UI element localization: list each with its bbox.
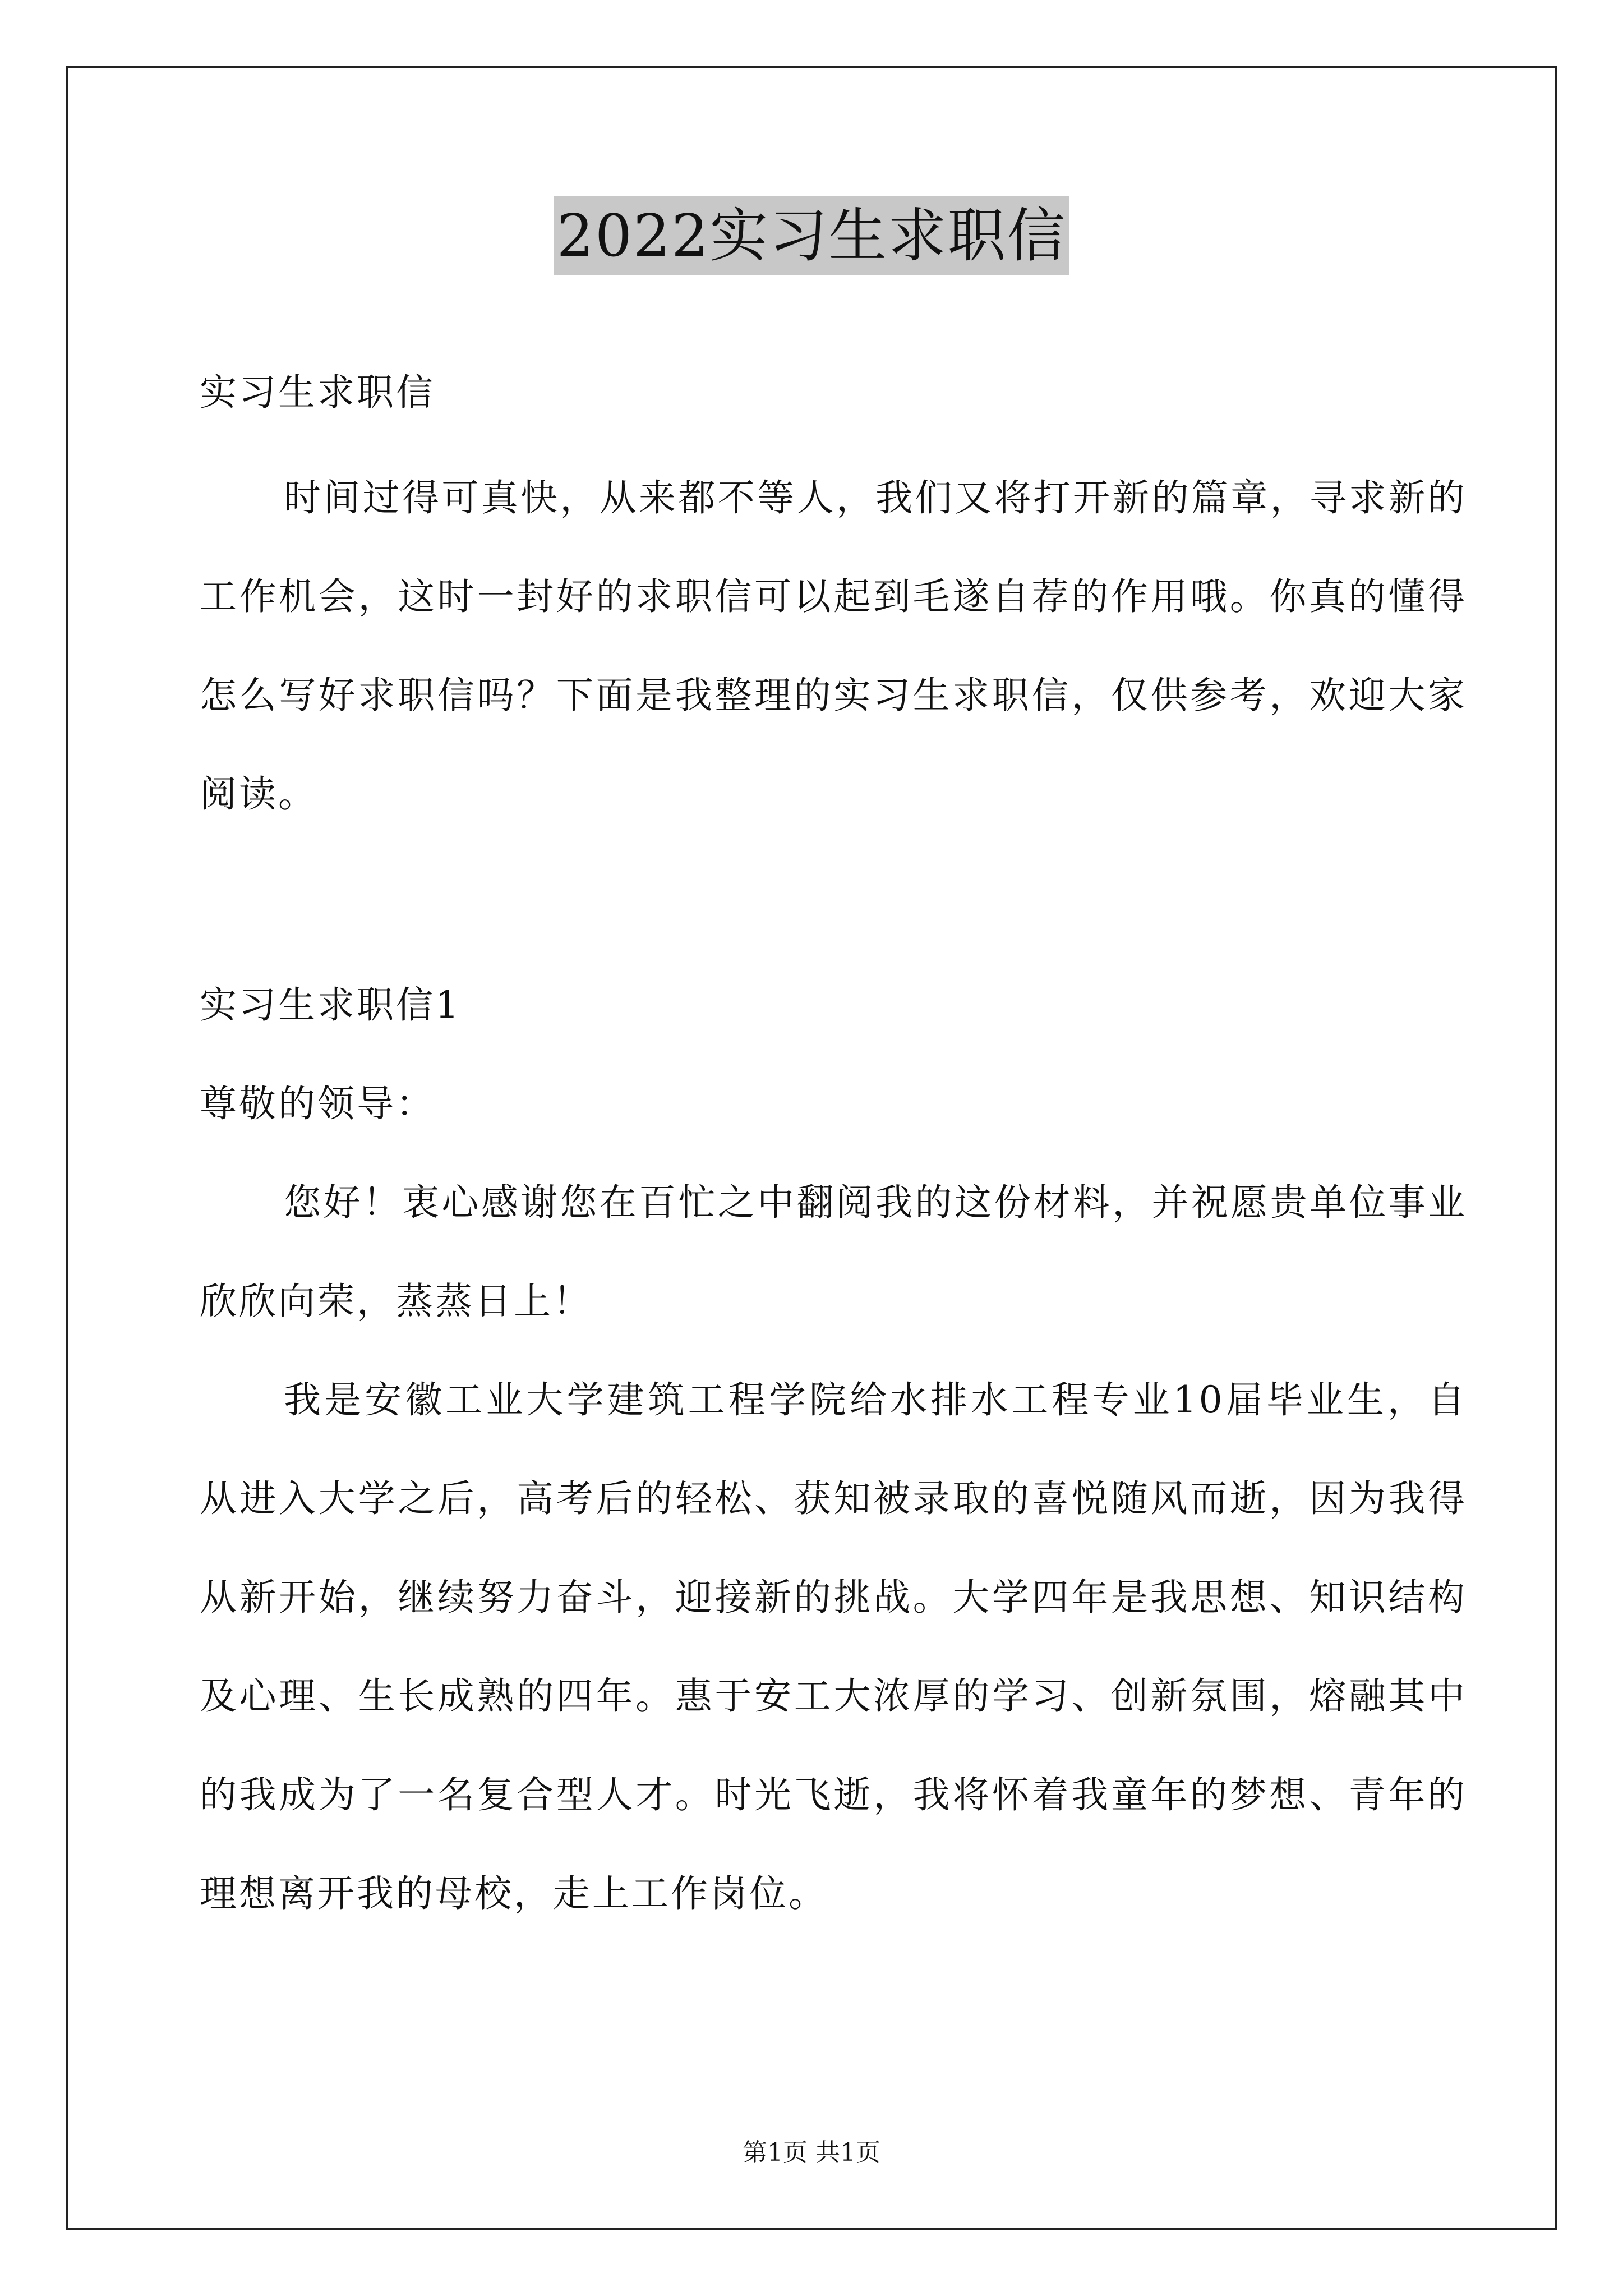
document-body [200, 343, 1467, 1943]
page-footer: 第1页 共1页 [743, 2138, 880, 2167]
greeting-paragraph: 您好！衷心感谢您在百忙之中翻阅我的这份材料，并祝愿贵单位事业欣欣向荣，蒸蒸日上！ [200, 1181, 1467, 1323]
intro-paragraph: 时间过得可真快，从来都不等人，我们又将打开新的篇章，寻求新的工作机会，这时一封好的求职信可以起到毛遂自荐的作用哦。你真的懂得怎么写好求职信吗？下面是我整理的实习生求职信，仅供参考，欢迎大家阅读。 [200, 476, 1467, 816]
letter-heading: 实习生求职信1 [200, 983, 461, 1027]
salutation: 尊敬的领导： [200, 1082, 435, 1125]
document-title: 2022实习生求职信 [554, 196, 1070, 275]
body-paragraph: 我是安徽工业大学建筑工程学院给水排水工程专业10届毕业生，自从进入大学之后，高考后的轻松、获知被录取的喜悦随风而逝，因为我得从新开始，继续努力奋斗，迎接新的挑战。大学四年是我思想、知识结构及心理、生长成熟的四年。惠于安工大浓厚的学习、创新氛围，熔融其中的我成为了一名复合型人才。时光飞逝，我将怀着我童年的梦想、青年的理想离开我的母校，走上工作岗位。 [200, 1378, 1467, 1915]
section-heading: 实习生求职信 [200, 371, 435, 414]
title-container [0, 196, 1623, 275]
